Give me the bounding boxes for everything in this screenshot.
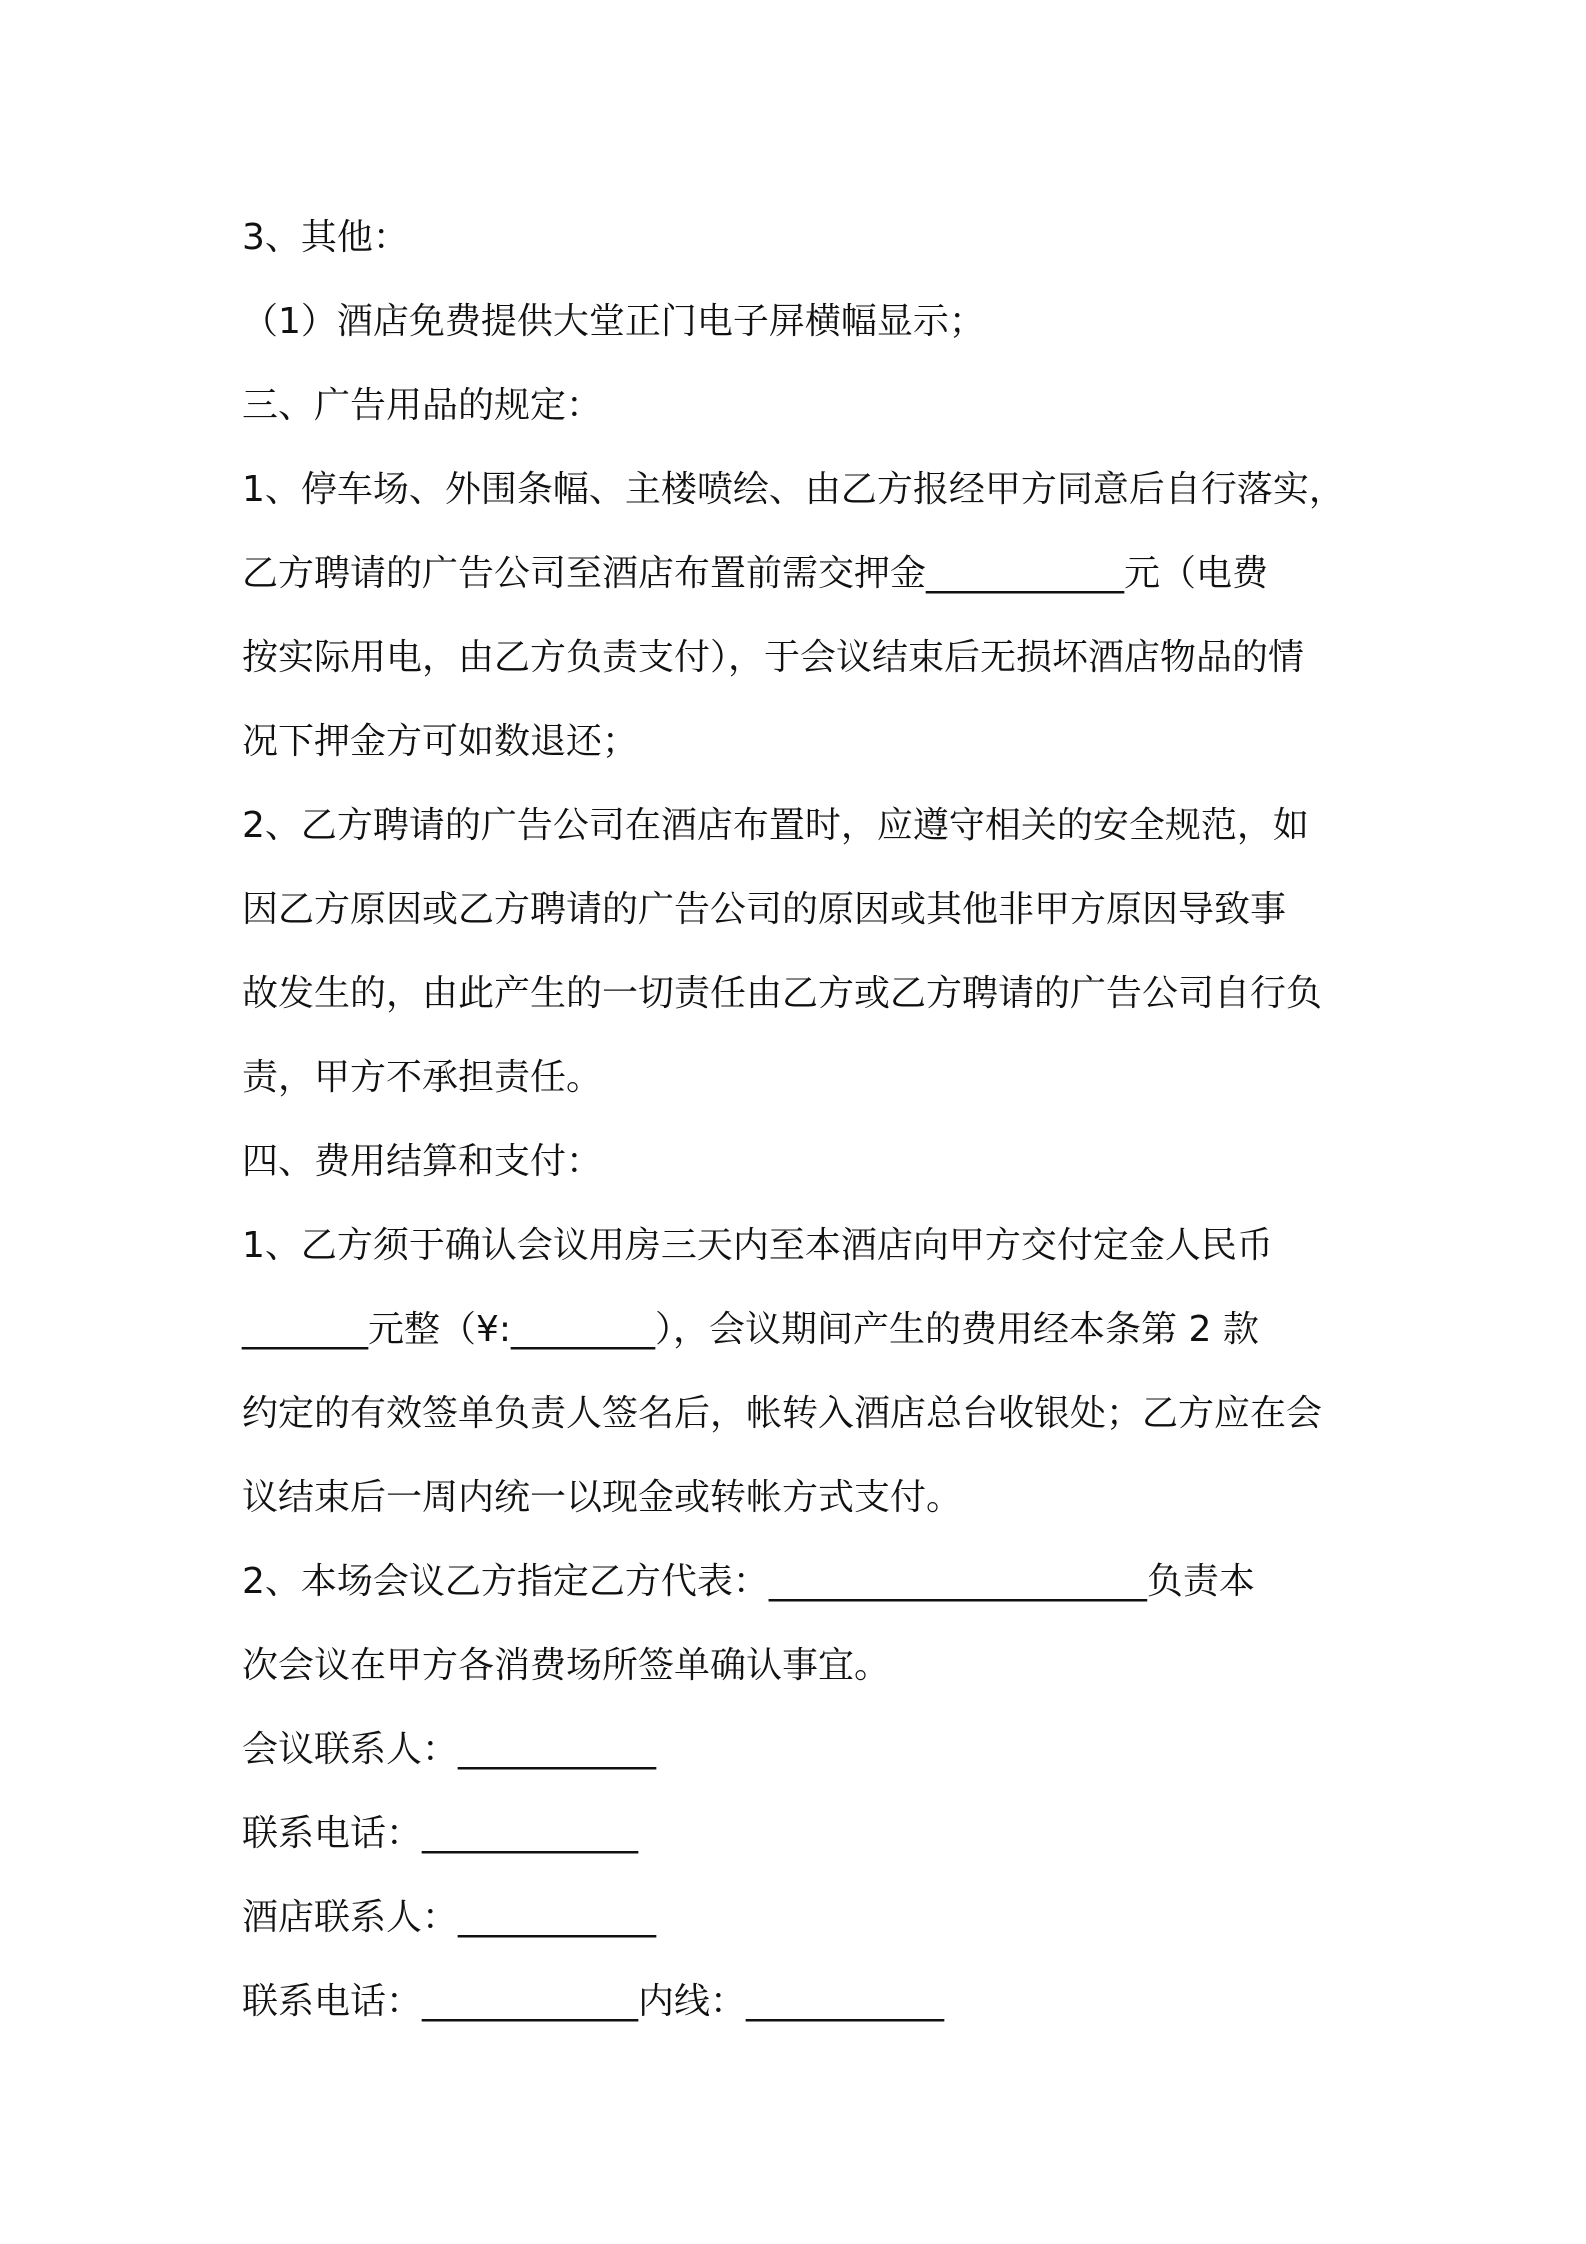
hotel-contact-field: 酒店联系人：___________ [242,1897,657,1938]
clause-line: 因乙方原因或乙方聘请的广告公司的原因或其他非甲方原因导致事 [242,889,1287,930]
hotel-phone-field: 联系电话：____________内线：___________ [242,1981,945,2022]
clause-line: 况下押金方可如数退还； [242,721,639,762]
clause-line: 故发生的，由此产生的一切责任由乙方或乙方聘请的广告公司自行负 [242,973,1323,1014]
document-body [242,196,1362,2044]
clause-line: 次会议在甲方各消费场所签单确认事宜。 [242,1645,891,1686]
section-heading-other: 3、其他： [242,217,409,258]
clause-line: 责，甲方不承担责任。 [242,1057,603,1098]
clause-line: （1）酒店免费提供大堂正门电子屏横幅显示； [242,301,985,342]
clause-line: 1、乙方须于确认会议用房三天内至本酒店向甲方交付定金人民币 [242,1225,1273,1266]
clause-line: _______元整（¥:________），会议期间产生的费用经本条第 2 款 [242,1309,1259,1350]
clause-line: 2、乙方聘请的广告公司在酒店布置时，应遵守相关的安全规范，如 [242,805,1309,846]
clause-line: 乙方聘请的广告公司至酒店布置前需交押金___________元（电费 [242,553,1269,594]
section-heading-advertising: 三、广告用品的规定： [242,385,603,426]
clause-line: 按实际用电，由乙方负责支付），于会议结束后无损坏酒店物品的情 [242,637,1305,678]
clause-line: 议结束后一周内统一以现金或转帐方式支付。 [242,1477,963,1518]
clause-line: 约定的有效签单负责人签名后，帐转入酒店总台收银处；乙方应在会 [242,1393,1323,1434]
meeting-phone-field: 联系电话：____________ [242,1813,639,1854]
section-heading-payment: 四、费用结算和支付： [242,1141,603,1182]
clause-line: 1、停车场、外围条幅、主楼喷绘、由乙方报经甲方同意后自行落实， [242,469,1345,510]
meeting-contact-field: 会议联系人：___________ [242,1729,657,1770]
clause-line: 2、本场会议乙方指定乙方代表：_____________________负责本 [242,1561,1255,1602]
